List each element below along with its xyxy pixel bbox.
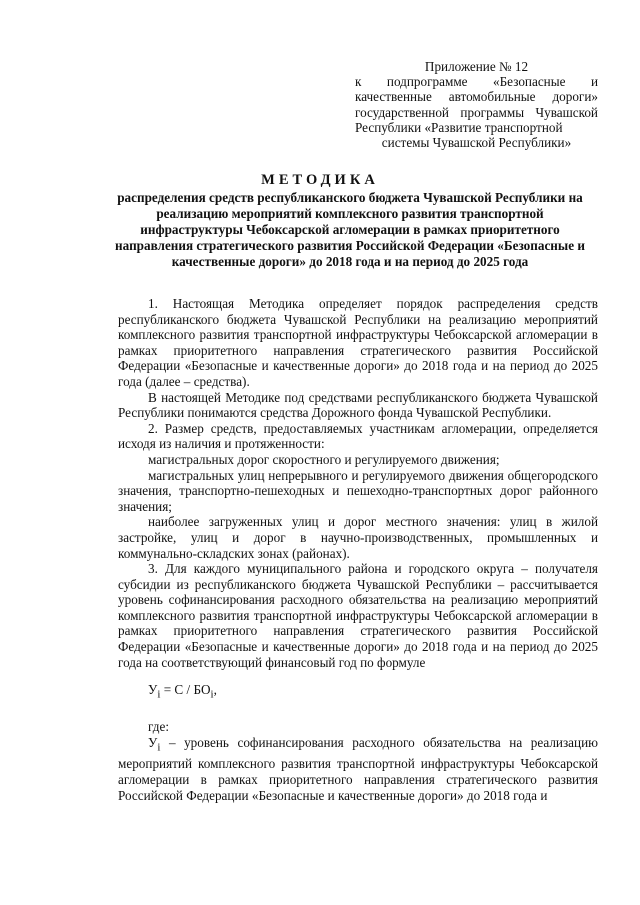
paragraph-4: магистральных дорог скоростного и регулируемого движения; [148, 451, 500, 467]
appendix-text: к подпрограмме «Безопасные и качественные автомобильные дороги» государственной программы Чувашской Республики «Развитие транспортной [355, 74, 598, 135]
document-body [118, 296, 598, 803]
paragraph-2: В настоящей Методике под средствами республиканского бюджета Чувашской Республики понимаются средства Дорожного фонда Чувашской Республики. [118, 389, 598, 421]
paragraph-5: магистральных улиц непрерывного и регулируемого движения общегородского значения, транспортно-пешеходных и пешеходно-транспортных дорог районного значения; [118, 467, 598, 514]
appendix-last-line: системы Чувашской Республики» [381, 135, 572, 151]
definition-symbol-sub: i [157, 741, 161, 754]
paragraph-7: 3. Для каждого муниципального района и городского округа – получателя субсидии из республиканского бюджета Чувашской Республики – рассчитывается уровень софинансирования расходного обязательства на реализацию мероприятий комплексного развития транспортной инфраструктуры Чебоксарской агломерации в рамках приоритетного направления стратегического развития Российской Федерации «Безопасные и качественные дороги» до 2018 года и на период до 2025 года на соответствующий финансовый год по формуле [118, 561, 598, 670]
document-title: МЕТОДИКА [261, 172, 379, 188]
where-label: где: [148, 719, 169, 735]
formula-lhs-sub: i [157, 688, 161, 701]
paragraph-1: 1. Настоящая Методика определяет порядок распределения средств республиканского бюджета Чувашской Республики на реализацию мероприятий комплексного развития транспортной инфраструктуры Чебоксарской агломерации в рамках приоритетного направления стратегического развития Российской Федерации «Безопасные и качественные дороги» до 2018 года и на период до 2025 года (далее – средства). [118, 296, 598, 389]
definition-text: – уровень софинансирования расходного обязательства на реализацию мероприятий комплексного развития транспортной инфраструктуры Чебоксарской агломерации в рамках приоритетного направления стратегического развития Российской Федерации «Безопасные и качественные дороги» до 2018 года и [118, 735, 598, 803]
paragraph-6: наиболее загруженных улиц и дорог местного значения: улиц в жилой застройке, улиц и дорог в научно-производственных, промышленных и коммунально-складских зонах (районах). [118, 514, 598, 561]
formula-tail: , [213, 682, 217, 698]
formula-lhs: У [148, 682, 158, 698]
appendix-number: Приложение № 12 [424, 59, 529, 74]
definition [118, 735, 598, 803]
paragraph-3: 2. Размер средств, предоставляемых участникам агломерации, определяется исходя из наличия и протяженности: [118, 420, 598, 452]
appendix-block [355, 59, 598, 150]
definition-symbol: У [148, 735, 158, 751]
document-subtitle: распределения средств республиканского бюджета Чувашской Республики на реализацию мероприятий комплексного развития транспортной инфраструктуры Чебоксарской агломерации в рамках приоритетного направления стратегического развития Российской Федерации «Безопасные и качественные дороги» до 2018 года и на период до 2025 года [115, 190, 585, 269]
formula-rhs: = С / БО [160, 682, 211, 698]
formula-rhs-sub: i [210, 688, 214, 701]
formula [118, 682, 598, 703]
